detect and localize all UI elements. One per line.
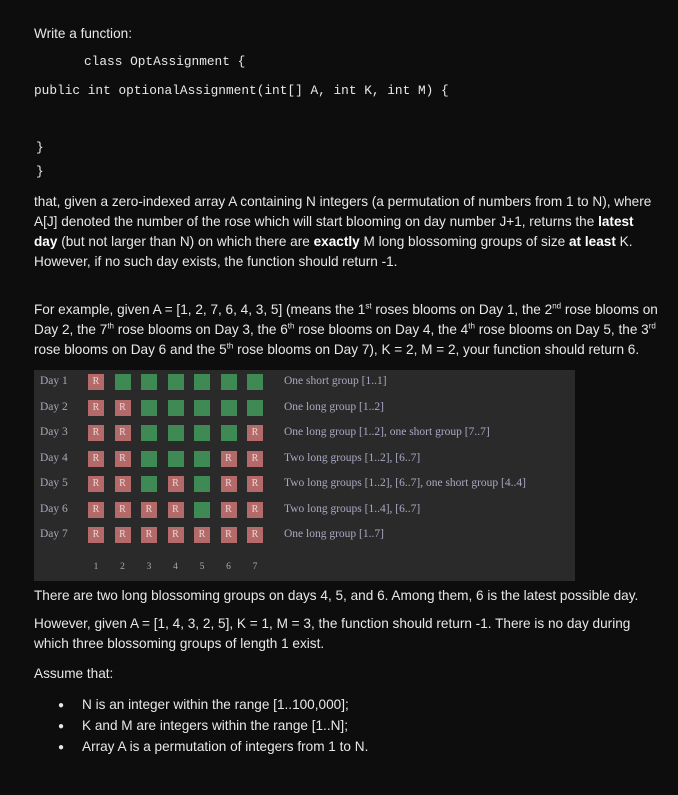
rose-closed-cell	[141, 451, 157, 467]
rose-closed-cell	[141, 374, 157, 390]
rose-blooming-cell: R	[141, 502, 157, 518]
rose-blooming-cell: R	[247, 527, 263, 543]
second-example: However, given A = [1, 4, 3, 2, 5], K = 1, M = 3, the function should return -1. There is no day during which three blossoming groups of length 1 exist.	[34, 616, 631, 651]
rose-closed-cell	[194, 374, 210, 390]
rose-blooming-cell: R	[168, 527, 184, 543]
rose-blooming-cell: R	[221, 527, 237, 543]
rose-blooming-cell: R	[115, 527, 131, 543]
rose-closed-cell	[247, 400, 263, 416]
assume-heading: Assume that:	[34, 666, 114, 681]
day-label: Day 3	[40, 426, 68, 438]
day-description: Two long groups [1..4], [6..7]	[284, 502, 421, 515]
rose-closed-cell	[221, 400, 237, 416]
column-number: 6	[226, 562, 231, 572]
assumption-item: ● N is an integer within the range [1..100,000];	[58, 694, 368, 715]
rose-closed-cell	[168, 425, 184, 441]
code-method-line: public int optionalAssignment(int[] A, int K, int M) {	[34, 83, 449, 98]
rose-closed-cell	[168, 400, 184, 416]
emph-latest-day: latest day	[34, 214, 634, 249]
emph-exactly: exactly	[313, 234, 360, 249]
rose-closed-cell	[168, 451, 184, 467]
rose-blooming-cell: R	[141, 527, 157, 543]
rose-blooming-cell: R	[168, 502, 184, 518]
day-label: Day 7	[40, 528, 68, 540]
rose-closed-cell	[141, 400, 157, 416]
rose-closed-cell	[221, 374, 237, 390]
rose-closed-cell	[221, 425, 237, 441]
rose-blooming-cell: R	[88, 374, 104, 390]
rose-closed-cell	[194, 425, 210, 441]
rose-blooming-cell: R	[88, 502, 104, 518]
rose-blooming-cell: R	[115, 451, 131, 467]
column-number: 5	[199, 562, 205, 572]
rose-closed-cell	[115, 374, 131, 390]
rose-blooming-cell: R	[88, 400, 104, 416]
assumption-list	[58, 694, 368, 757]
rose-blooming-cell: R	[247, 425, 263, 441]
rose-blooming-cell: R	[88, 451, 104, 467]
column-number: 2	[120, 562, 125, 572]
code-close-brace-2: }	[36, 164, 44, 179]
code-close-brace-1: }	[36, 140, 44, 155]
rose-blooming-cell: R	[115, 476, 131, 492]
rose-blooming-cell: R	[115, 425, 131, 441]
rose-closed-cell	[141, 476, 157, 492]
rose-blooming-cell: R	[88, 425, 104, 441]
rose-blooming-cell: R	[88, 527, 104, 543]
intro-text: Write a function:	[34, 26, 132, 41]
rose-blooming-cell: R	[88, 476, 104, 492]
rose-blooming-cell: R	[221, 451, 237, 467]
day-description: Two long groups [1..2], [6..7]	[284, 451, 421, 464]
rose-blooming-cell: R	[247, 476, 263, 492]
rose-closed-cell	[168, 374, 184, 390]
assumption-item: ● K and M are integers within the range [1..N];	[58, 715, 368, 736]
rose-blooming-cell: R	[221, 476, 237, 492]
rose-blooming-figure	[34, 370, 575, 581]
result-explanation: There are two long blossoming groups on days 4, 5, and 6. Among them, 6 is the latest possible day.	[34, 588, 639, 603]
rose-closed-cell	[247, 374, 263, 390]
day-description: Two long groups [1..2], [6..7], one short group [4..4]	[284, 477, 526, 489]
rose-closed-cell	[141, 425, 157, 441]
code-class-line: class OptAssignment {	[84, 54, 246, 69]
example-paragraph: For example, given A = [1, 2, 7, 6, 4, 3, 5] (means the 1st roses blooms on Day 1, the 2nd rose blooms on Day 2, the 7th rose blooms on Day 3, the 6th rose blooms on Day 4, the 4th rose blooms on Day 5, the 3rd rose blooms on Day 6 and the 5th rose blooms on Day 7), K = 2, M = 2, your function should return 6.	[34, 301, 658, 357]
rose-blooming-cell: R	[115, 400, 131, 416]
rose-blooming-cell: R	[221, 502, 237, 518]
day-label: Day 1	[40, 375, 68, 387]
rose-blooming-cell: R	[194, 527, 210, 543]
day-label: Day 5	[40, 477, 68, 489]
day-description: One long group [1..2]	[284, 400, 384, 413]
column-number: 3	[146, 562, 152, 572]
rose-closed-cell	[194, 451, 210, 467]
day-label: Day 4	[40, 451, 68, 464]
column-number: 7	[252, 562, 258, 572]
day-description: One long group [1..7]	[284, 528, 384, 540]
rose-blooming-cell: R	[168, 476, 184, 492]
rose-blooming-cell: R	[247, 502, 263, 518]
rose-blooming-cell: R	[247, 451, 263, 467]
assumption-item: ● Array A is a permutation of integers from 1 to N.	[58, 736, 368, 757]
emph-at-least: at least	[569, 234, 616, 249]
day-description: One long group [1..2], one short group [7..7]	[284, 426, 490, 438]
rose-blooming-cell: R	[115, 502, 131, 518]
rose-closed-cell	[194, 502, 210, 518]
day-label: Day 2	[40, 400, 68, 413]
rose-closed-cell	[194, 400, 210, 416]
column-number: 4	[173, 562, 178, 572]
day-label: Day 6	[40, 502, 68, 515]
day-description: One short group [1..1]	[284, 375, 387, 387]
rose-closed-cell	[194, 476, 210, 492]
problem-description: that, given a zero-indexed array A containing N integers (a permutation of numbers from 1 to N), where A[J] denoted the number of the rose which will start blooming on day number J+1, returns the latest day (but not larger than N) on which there are exactly M long blossoming groups of size at least K. However, if no such day exists, the function should return -1.	[34, 194, 652, 269]
column-number: 1	[93, 562, 99, 572]
